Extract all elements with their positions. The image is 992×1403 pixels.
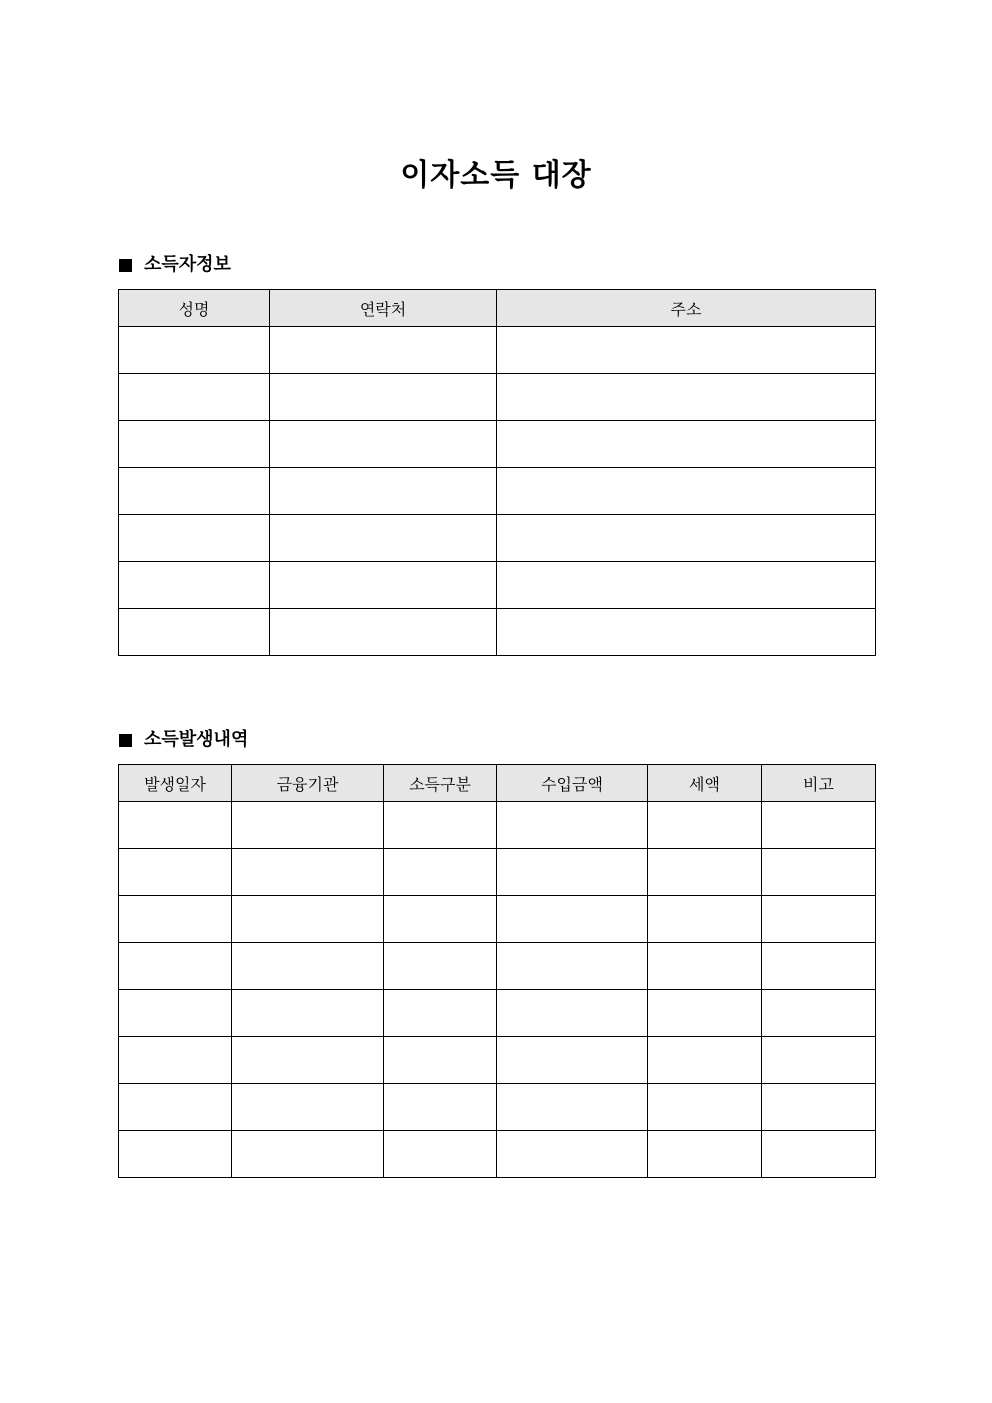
table-cell[interactable]	[119, 374, 270, 421]
column-header-name: 성명	[119, 290, 270, 327]
table-cell[interactable]	[384, 1131, 497, 1178]
table-cell[interactable]	[648, 1131, 762, 1178]
table-cell[interactable]	[270, 468, 497, 515]
table-cell[interactable]	[232, 802, 384, 849]
table-row	[119, 896, 876, 943]
table-cell[interactable]	[648, 896, 762, 943]
table-cell[interactable]	[497, 421, 876, 468]
table-cell[interactable]	[497, 327, 876, 374]
table-cell[interactable]	[119, 849, 232, 896]
table-row	[119, 562, 876, 609]
table-cell[interactable]	[119, 896, 232, 943]
table-cell[interactable]	[270, 374, 497, 421]
table-row	[119, 849, 876, 896]
table-cell[interactable]	[232, 943, 384, 990]
table-cell[interactable]	[119, 1037, 232, 1084]
table-row	[119, 1131, 876, 1178]
column-header-remarks: 비고	[762, 765, 876, 802]
table-cell[interactable]	[270, 421, 497, 468]
table-cell[interactable]	[762, 943, 876, 990]
table-cell[interactable]	[119, 802, 232, 849]
table-cell[interactable]	[270, 609, 497, 656]
table-cell[interactable]	[119, 1131, 232, 1178]
table-cell[interactable]	[762, 1084, 876, 1131]
table-cell[interactable]	[648, 802, 762, 849]
table-cell[interactable]	[762, 990, 876, 1037]
table-cell[interactable]	[270, 515, 497, 562]
section-heading-income-history	[119, 727, 248, 753]
column-header-address: 주소	[497, 290, 876, 327]
table-cell[interactable]	[497, 468, 876, 515]
table-cell[interactable]	[384, 943, 497, 990]
table-cell[interactable]	[648, 849, 762, 896]
table-cell[interactable]	[232, 849, 384, 896]
table-cell[interactable]	[497, 515, 876, 562]
section-heading-label: 소득자정보	[144, 254, 231, 275]
table-row	[119, 327, 876, 374]
column-header-date: 발생일자	[119, 765, 232, 802]
table-cell[interactable]	[384, 990, 497, 1037]
table-row	[119, 609, 876, 656]
column-header-income-type: 소득구분	[384, 765, 497, 802]
table-cell[interactable]	[384, 896, 497, 943]
table-cell[interactable]	[497, 562, 876, 609]
black-square-icon	[119, 734, 132, 747]
table-row	[119, 374, 876, 421]
table-cell[interactable]	[119, 327, 270, 374]
table-cell[interactable]	[497, 943, 648, 990]
table-cell[interactable]	[232, 1084, 384, 1131]
column-header-income-amount: 수입금액	[497, 765, 648, 802]
table-cell[interactable]	[119, 421, 270, 468]
table-cell[interactable]	[119, 943, 232, 990]
table-cell[interactable]	[384, 1084, 497, 1131]
table-cell[interactable]	[497, 802, 648, 849]
table-row	[119, 1037, 876, 1084]
table-cell[interactable]	[497, 1037, 648, 1084]
table-cell[interactable]	[497, 1131, 648, 1178]
column-header-tax-amount: 세액	[648, 765, 762, 802]
income-history-table	[118, 764, 876, 1178]
table-cell[interactable]	[648, 990, 762, 1037]
table-cell[interactable]	[232, 896, 384, 943]
table-row	[119, 515, 876, 562]
table-cell[interactable]	[119, 468, 270, 515]
table-header-row	[119, 765, 876, 802]
table-cell[interactable]	[762, 896, 876, 943]
table-cell[interactable]	[384, 1037, 497, 1084]
table-cell[interactable]	[648, 1037, 762, 1084]
table-cell[interactable]	[232, 990, 384, 1037]
table-cell[interactable]	[762, 849, 876, 896]
table-row	[119, 802, 876, 849]
table-header-row	[119, 290, 876, 327]
section-heading-label: 소득발생내역	[144, 729, 249, 750]
column-header-institution: 금융기관	[232, 765, 384, 802]
table-cell[interactable]	[119, 609, 270, 656]
table-row	[119, 990, 876, 1037]
table-cell[interactable]	[384, 849, 497, 896]
table-cell[interactable]	[232, 1037, 384, 1084]
table-cell[interactable]	[497, 374, 876, 421]
table-cell[interactable]	[497, 896, 648, 943]
section-heading-income-earner-info	[119, 252, 231, 278]
table-cell[interactable]	[762, 802, 876, 849]
black-square-icon	[119, 259, 132, 272]
table-cell[interactable]	[497, 1084, 648, 1131]
table-cell[interactable]	[119, 515, 270, 562]
table-cell[interactable]	[119, 562, 270, 609]
table-cell[interactable]	[270, 327, 497, 374]
table-cell[interactable]	[232, 1131, 384, 1178]
table-cell[interactable]	[497, 849, 648, 896]
table-row	[119, 468, 876, 515]
table-cell[interactable]	[762, 1037, 876, 1084]
table-cell[interactable]	[648, 943, 762, 990]
table-cell[interactable]	[762, 1131, 876, 1178]
table-cell[interactable]	[119, 1084, 232, 1131]
table-cell[interactable]	[648, 1084, 762, 1131]
table-row	[119, 1084, 876, 1131]
table-cell[interactable]	[270, 562, 497, 609]
table-cell[interactable]	[497, 990, 648, 1037]
table-cell[interactable]	[119, 990, 232, 1037]
document-title: 이자소득 대장	[400, 158, 592, 194]
table-cell[interactable]	[384, 802, 497, 849]
income-earner-info-table	[118, 289, 876, 656]
table-cell[interactable]	[497, 609, 876, 656]
column-header-contact: 연락처	[270, 290, 497, 327]
table-row	[119, 421, 876, 468]
table-row	[119, 943, 876, 990]
